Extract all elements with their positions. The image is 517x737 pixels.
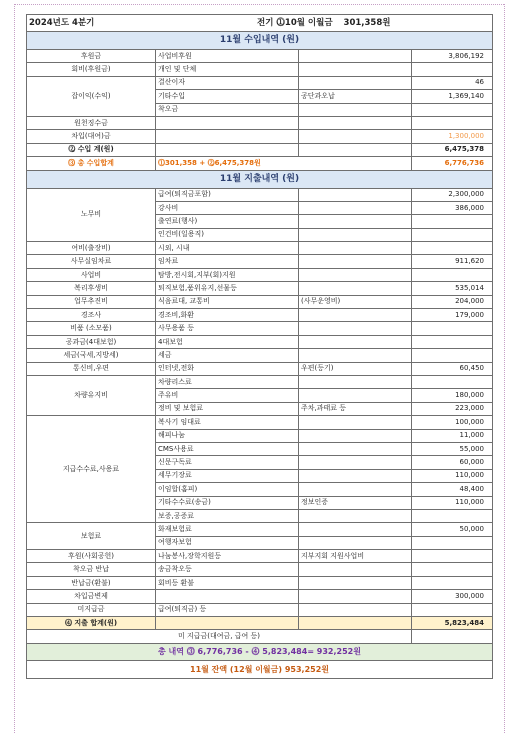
- expense-item: 나눔봉사,장학지원등: [156, 550, 299, 563]
- income-total-blank: [156, 143, 299, 156]
- carryover-label: 전기 ⓵10월 이월금: [257, 17, 333, 28]
- expense-item: 시외, 시내: [156, 242, 299, 255]
- page-right-margin-guide: [504, 4, 506, 733]
- expense-note: [299, 335, 412, 348]
- expense-amount: 179,000: [412, 309, 493, 322]
- expense-category: 통신비,우편: [27, 362, 156, 375]
- expense-item: 세무기장료: [156, 469, 299, 482]
- expense-item: 인터넷,전화: [156, 362, 299, 375]
- income-category: 차입(대여)금: [27, 130, 156, 143]
- expense-row: [27, 523, 493, 536]
- expense-item: 주유비: [156, 389, 299, 402]
- expense-note: [299, 228, 412, 241]
- expense-item: 임차료: [156, 255, 299, 268]
- income-section-header: [27, 32, 493, 50]
- income-section-title: 11월 수입내역 (원): [27, 32, 493, 50]
- expense-row: [27, 563, 493, 576]
- final-balance-line: 11월 잔액 (12월 이월금) 953,252원: [27, 660, 493, 678]
- expense-note: [299, 590, 412, 603]
- expense-item: 급여(퇴직금포함): [156, 188, 299, 201]
- page-top-margin-guide: [14, 4, 504, 6]
- expense-row: [27, 335, 493, 348]
- expense-amount: 55,000: [412, 442, 493, 455]
- income-item: 결산이자: [156, 76, 299, 89]
- expense-amount: 204,000: [412, 295, 493, 308]
- expense-amount: 48,400: [412, 483, 493, 496]
- expense-row: [27, 416, 493, 429]
- income-row: [27, 76, 493, 89]
- income-note: [299, 130, 412, 143]
- expense-total-row: [27, 617, 493, 630]
- income-item: 사업비후원: [156, 50, 299, 63]
- income-row: [27, 63, 493, 76]
- income-category: 잡이익(수익): [27, 76, 156, 116]
- balance-line: 총 내역 ⓷ 6,776,736 - ⓸ 5,823,484= 932,252원: [27, 643, 493, 660]
- expense-item: 이임합(홈피): [156, 483, 299, 496]
- expense-note: [299, 375, 412, 388]
- expense-total-blank: [299, 617, 412, 630]
- expense-amount: 300,000: [412, 590, 493, 603]
- expense-row: [27, 550, 493, 563]
- income-note: [299, 50, 412, 63]
- expense-item: 탐방,전시회,지부(회)지원: [156, 268, 299, 281]
- expense-amount: [412, 215, 493, 228]
- expense-row: [27, 282, 493, 295]
- expense-amount: [412, 563, 493, 576]
- final-balance-row: [27, 660, 493, 678]
- income-total-amount: 6,475,378: [412, 143, 493, 156]
- period-label: 2024년도 4분기: [27, 15, 156, 32]
- expense-category: 공과금(4대보험): [27, 335, 156, 348]
- expense-row: [27, 188, 493, 201]
- expense-row: [27, 375, 493, 388]
- expense-amount: [412, 349, 493, 362]
- expense-note: 지부지회 지원사업비: [299, 550, 412, 563]
- income-total-blank: [299, 143, 412, 156]
- expense-row: [27, 576, 493, 589]
- expense-note: [299, 429, 412, 442]
- expense-item: 강사비: [156, 201, 299, 214]
- expense-category: 세금(국세,지방세): [27, 349, 156, 362]
- expense-note: [299, 255, 412, 268]
- expense-note: 주차,과태료 등: [299, 402, 412, 415]
- expense-item: 퇴직보험,품위유지,선물등: [156, 282, 299, 295]
- expense-note: [299, 389, 412, 402]
- expense-note: [299, 201, 412, 214]
- expense-category: 착오금 반납: [27, 563, 156, 576]
- income-grand-label: ⓷ 총 수입합계: [27, 157, 156, 170]
- expense-row: [27, 603, 493, 616]
- expense-note: [299, 322, 412, 335]
- income-grand-amount: 6,776,736: [412, 157, 493, 170]
- income-row: [27, 130, 493, 143]
- expense-category: 반납금(환불): [27, 576, 156, 589]
- expense-amount: 110,000: [412, 469, 493, 482]
- expense-note: [299, 563, 412, 576]
- expense-row: [27, 349, 493, 362]
- expense-row: [27, 242, 493, 255]
- income-note: [299, 76, 412, 89]
- expense-item: 송금착오등: [156, 563, 299, 576]
- expense-note: (사무운영비): [299, 295, 412, 308]
- balance-row: [27, 643, 493, 660]
- unpaid-amount: [412, 630, 493, 643]
- expense-category: 경조사: [27, 309, 156, 322]
- expense-item: 보증,공증료: [156, 509, 299, 522]
- expense-note: [299, 268, 412, 281]
- header-row: [27, 15, 493, 32]
- income-category: 원천징수금: [27, 116, 156, 129]
- income-amount: 3,806,192: [412, 50, 493, 63]
- income-row: [27, 116, 493, 129]
- income-category: 후원금: [27, 50, 156, 63]
- carryover-amount: 301,358원: [343, 17, 391, 28]
- expense-item: 차량리스료: [156, 375, 299, 388]
- expense-category: 복리후생비: [27, 282, 156, 295]
- income-item: 착오금: [156, 103, 299, 116]
- expense-amount: [412, 536, 493, 549]
- expense-row: [27, 255, 493, 268]
- expense-row: [27, 309, 493, 322]
- expense-item: 복사기 임대료: [156, 416, 299, 429]
- expense-note: [299, 456, 412, 469]
- expense-note: 우편(등기): [299, 362, 412, 375]
- expense-amount: 2,300,000: [412, 188, 493, 201]
- expense-item: CMS사용료: [156, 442, 299, 455]
- expense-note: [299, 242, 412, 255]
- income-item: [156, 116, 299, 129]
- expense-item: 출연료(행사): [156, 215, 299, 228]
- expense-note: [299, 483, 412, 496]
- expense-item: 식음료대, 교통비: [156, 295, 299, 308]
- expense-category: 지급수수료,사용료: [27, 416, 156, 523]
- expense-amount: [412, 550, 493, 563]
- expense-category: 업무추진비: [27, 295, 156, 308]
- income-row: [27, 50, 493, 63]
- income-amount: 1,369,140: [412, 90, 493, 103]
- expense-amount: 50,000: [412, 523, 493, 536]
- expense-item: 인건비(일용직): [156, 228, 299, 241]
- expense-note: [299, 188, 412, 201]
- expense-section-header: [27, 170, 493, 188]
- expense-item: [156, 590, 299, 603]
- expense-item: 4대보험: [156, 335, 299, 348]
- expense-category: 미지급금: [27, 603, 156, 616]
- expense-amount: 100,000: [412, 416, 493, 429]
- income-grand-formula: ⓵301,358 + ⓶6,475,378원: [156, 157, 412, 170]
- expense-note: [299, 215, 412, 228]
- page-left-margin-guide: [14, 4, 16, 733]
- expense-total-blank: [156, 617, 299, 630]
- expense-category: 보험료: [27, 523, 156, 550]
- expense-category: 차량유지비: [27, 375, 156, 415]
- income-note: [299, 116, 412, 129]
- income-note: 공단과오납: [299, 90, 412, 103]
- expense-section-title: 11월 지출내역 (원): [27, 170, 493, 188]
- expense-amount: [412, 228, 493, 241]
- carryover-cell: [156, 15, 493, 32]
- expense-category: 비품 (소모품): [27, 322, 156, 335]
- expense-note: [299, 442, 412, 455]
- income-amount: 1,300,000: [412, 130, 493, 143]
- expense-category: 사업비: [27, 268, 156, 281]
- expense-amount: 386,000: [412, 201, 493, 214]
- expense-item: 경조비,화환: [156, 309, 299, 322]
- expense-amount: [412, 509, 493, 522]
- expense-amount: 535,014: [412, 282, 493, 295]
- unpaid-label: 미 지급금(대여금, 급여 등): [27, 630, 412, 643]
- unpaid-row: [27, 630, 493, 643]
- expense-note: 정보인증: [299, 496, 412, 509]
- expense-item: 화재보험료: [156, 523, 299, 536]
- expense-row: [27, 268, 493, 281]
- expense-amount: 223,000: [412, 402, 493, 415]
- expense-category: 후원(사회공헌): [27, 550, 156, 563]
- expense-row: [27, 322, 493, 335]
- expense-item: 신문구독료: [156, 456, 299, 469]
- expense-amount: 11,000: [412, 429, 493, 442]
- expense-note: [299, 603, 412, 616]
- income-category: 회비(후원금): [27, 63, 156, 76]
- expense-item: 회비등 환불: [156, 576, 299, 589]
- expense-amount: [412, 268, 493, 281]
- income-item: 개인 및 단체: [156, 63, 299, 76]
- expense-amount: 180,000: [412, 389, 493, 402]
- expense-amount: 60,000: [412, 456, 493, 469]
- expense-amount: 60,450: [412, 362, 493, 375]
- expense-note: [299, 576, 412, 589]
- expense-amount: [412, 603, 493, 616]
- expense-category: 차입금변제: [27, 590, 156, 603]
- income-item: 기타수입: [156, 90, 299, 103]
- expense-item: 해피나눔: [156, 429, 299, 442]
- ledger-table: [26, 14, 493, 679]
- income-amount: [412, 116, 493, 129]
- income-amount: [412, 103, 493, 116]
- income-item: [156, 130, 299, 143]
- expense-note: [299, 282, 412, 295]
- expense-item: 사무용품 등: [156, 322, 299, 335]
- expense-item: 기타수수료(송금): [156, 496, 299, 509]
- income-grand-row: [27, 157, 493, 170]
- expense-note: [299, 536, 412, 549]
- expense-note: [299, 509, 412, 522]
- income-note: [299, 103, 412, 116]
- expense-row: [27, 362, 493, 375]
- expense-amount: [412, 576, 493, 589]
- expense-note: [299, 349, 412, 362]
- expense-note: [299, 309, 412, 322]
- expense-amount: [412, 242, 493, 255]
- expense-total-amount: 5,823,484: [412, 617, 493, 630]
- income-amount: [412, 63, 493, 76]
- expense-amount: [412, 375, 493, 388]
- expense-total-label: ⓸ 지출 합계(원): [27, 617, 156, 630]
- income-note: [299, 63, 412, 76]
- income-amount: 46: [412, 76, 493, 89]
- expense-amount: 911,620: [412, 255, 493, 268]
- expense-note: [299, 469, 412, 482]
- expense-amount: [412, 322, 493, 335]
- expense-item: 여행자보험: [156, 536, 299, 549]
- expense-row: [27, 590, 493, 603]
- expense-category: 여비(출장비): [27, 242, 156, 255]
- expense-amount: [412, 335, 493, 348]
- expense-item: 세금: [156, 349, 299, 362]
- expense-category: 사무실임차료: [27, 255, 156, 268]
- expense-row: [27, 295, 493, 308]
- expense-amount: 110,000: [412, 496, 493, 509]
- expense-category: 노무비: [27, 188, 156, 242]
- expense-item: 급여(퇴직금) 등: [156, 603, 299, 616]
- expense-note: [299, 523, 412, 536]
- income-total-label: ⓶ 수입 계(원): [27, 143, 156, 156]
- income-total-row: [27, 143, 493, 156]
- expense-item: 정비 및 보험료: [156, 402, 299, 415]
- expense-note: [299, 416, 412, 429]
